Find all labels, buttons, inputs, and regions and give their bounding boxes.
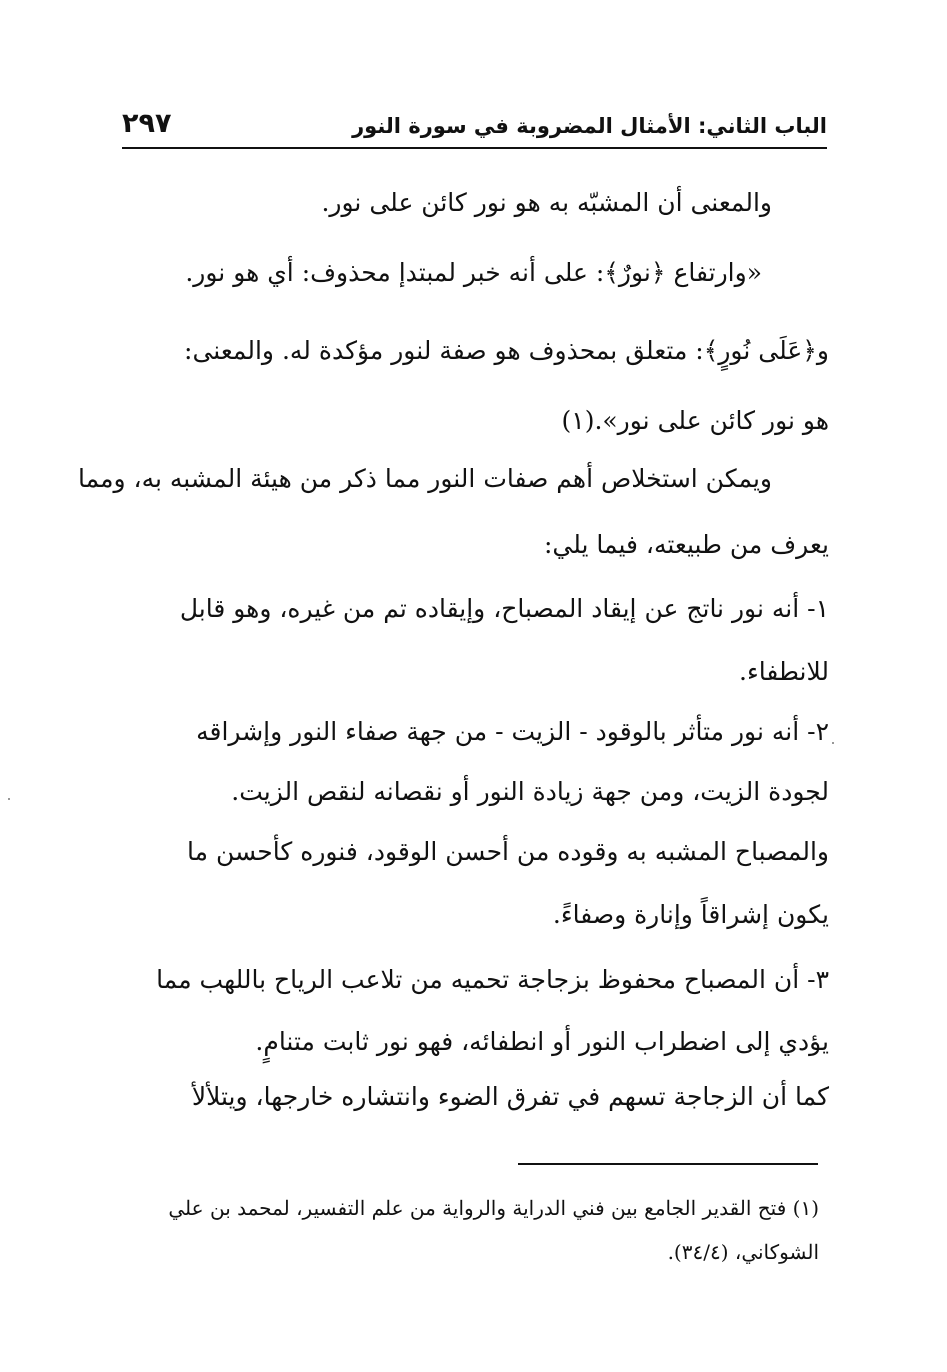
body-line: ٢- أنه نور متأثر بالوقود - الزيت - من جهة صفاء النور وإشراقه [196,717,829,746]
body-line: يكون إشراقاً وإنارة وصفاءً. [552,900,829,929]
body-line: كما أن الزجاجة تسهم في تفرق الضوء وانتشاره خارجها، ويتلألأ [191,1082,829,1111]
chapter-title: الباب الثاني: الأمثال المضروبة في سورة النور [352,114,827,138]
header-divider [122,147,827,149]
body-line: يؤدي إلى اضطراب النور أو انطفائه، فهو نور ثابت متنامٍ. [255,1027,829,1056]
running-header [122,108,827,148]
body-line: ٣- أن المصباح محفوظ بزجاجة تحميه من تلاعب الرياح باللهب مما [156,965,829,994]
footnote-divider [518,1163,818,1165]
body-line: يعرف من طبيعته، فيما يلي: [543,530,829,559]
body-line: والمعنى أن المشبّه به هو نور كائن على نور. [321,188,772,217]
scan-speck [8,798,10,800]
body-line: «وارتفاع ﴿نورٌ﴾: على أنه خبر لمبتدإ محذوف: أي هو نور. [185,258,762,287]
footnote-line: (١) فتح القدير الجامع بين فني الدراية والرواية من علم التفسير، لمحمد بن علي [168,1196,819,1220]
body-line: والمصباح المشبه به وقوده من أحسن الوقود، فنوره كأحسن ما [187,837,829,866]
page-number: ٢٩٧ [122,108,172,139]
body-line: ١- أنه نور ناتج عن إيقاد المصباح، وإيقاده تم من غيره، وهو قابل [179,594,829,623]
scan-speck [832,742,834,744]
body-line: ويمكن استخلاص أهم صفات النور مما ذكر من هيئة المشبه به، ومما [78,464,772,493]
body-line: لجودة الزيت، ومن جهة زيادة النور أو نقصانه لنقص الزيت. [231,777,829,806]
footnote-line: الشوكاني، (٣٤/٤). [667,1240,819,1264]
body-line: للانطفاء. [739,657,829,686]
body-line: و﴿عَلَى نُورٍ﴾: متعلق بمحذوف هو صفة لنور مؤكدة له. والمعنى: [184,336,829,365]
body-line: هو نور كائن على نور».(١) [561,406,829,435]
